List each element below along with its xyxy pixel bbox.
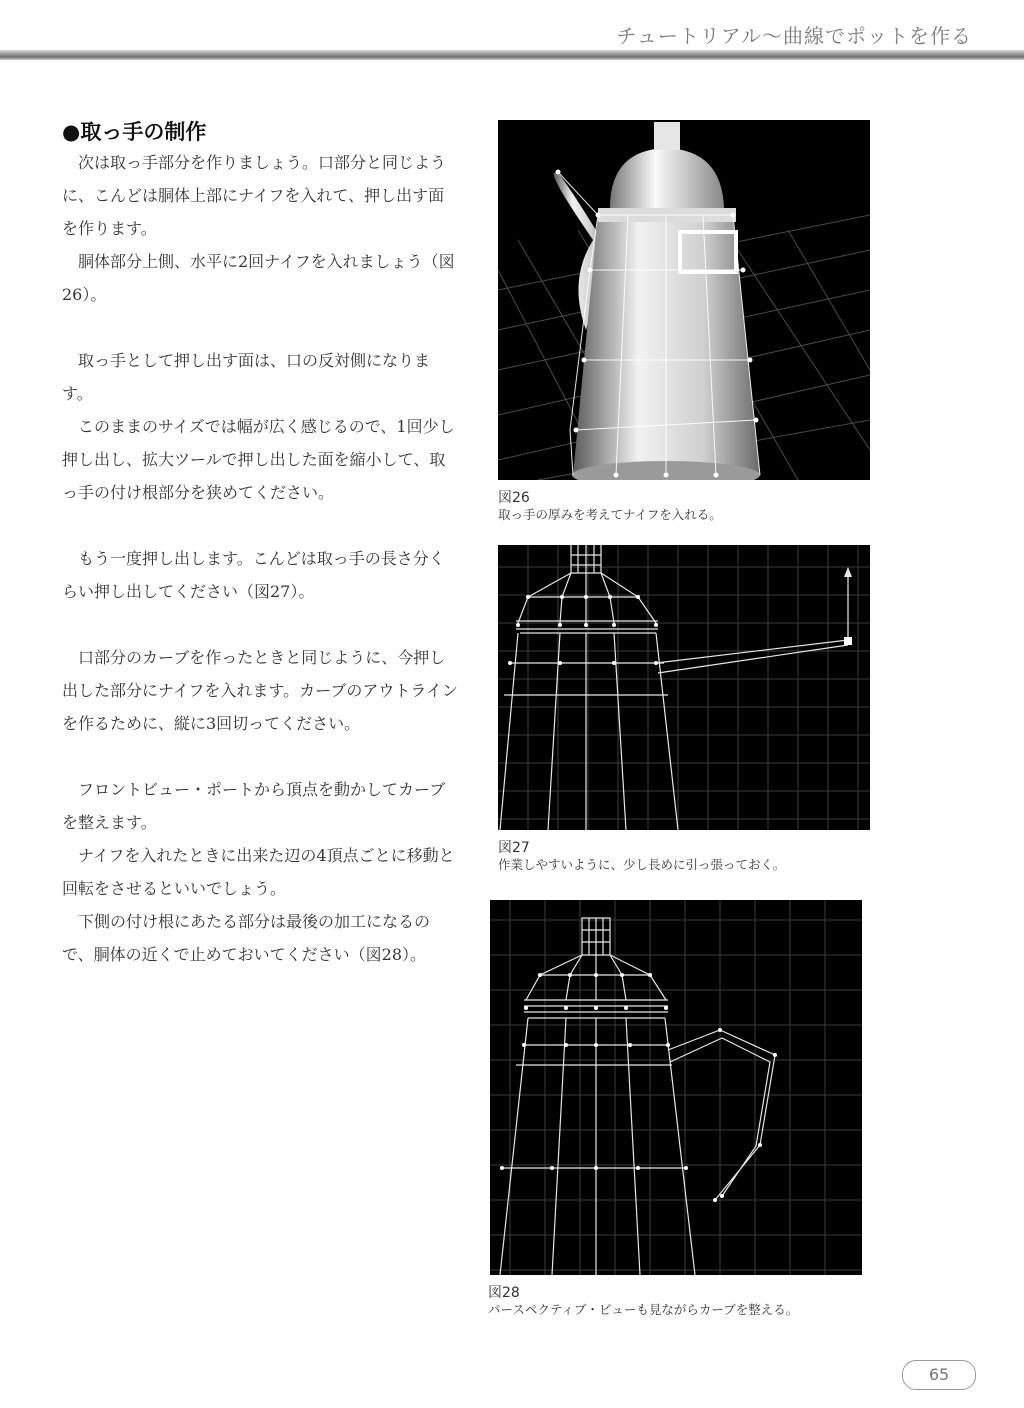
running-header-title: チュートリアル〜曲線でポットを作る	[616, 24, 972, 48]
page-number: 65	[902, 1360, 976, 1390]
figure-27-image	[498, 545, 870, 830]
figure-27-label: 図27	[498, 840, 530, 856]
figure-27-caption: 作業しやすいように、少し長めに引っ張っておく。	[498, 857, 786, 872]
figure-26-caption: 取っ手の厚みを考えてナイフを入れる。	[498, 507, 722, 522]
figure-26-label: 図26	[498, 490, 530, 506]
header-rule	[0, 50, 1024, 60]
paragraph: もう一度押し出します。こんどは取っ手の長さ分くらい押し出してください（図27）。	[62, 549, 445, 601]
figure-28-caption: パースペクティブ・ビューも見ながらカーブを整える。	[488, 1302, 799, 1317]
figure-28-image	[490, 900, 862, 1275]
figure-28-label: 図28	[488, 1285, 520, 1301]
paragraph: 次は取っ手部分を作りましょう。口部分と同じように、こんどは胴体上部にナイフを入れて、押し出す面を作ります。	[62, 153, 447, 238]
paragraph: このままのサイズでは幅が広く感じるので、1回少し押し出し、拡大ツールで押し出した面を縮小して、取っ手の付け根部分を狭めてください。	[62, 417, 455, 502]
paragraph: 口部分のカーブを作ったときと同じように、今押し出した部分にナイフを入れます。カーブのアウトラインを作るために、縦に3回切ってください。	[62, 648, 458, 733]
paragraph: 下側の付け根にあたる部分は最後の加工になるので、胴体の近くで止めておいてください（図28）。	[62, 912, 431, 964]
section-heading: ●取っ手の制作	[62, 120, 207, 144]
paragraph: 胴体部分上側、水平に2回ナイフを入れましょう（図26）。	[62, 252, 455, 304]
paragraph: ナイフを入れたときに出来た辺の4頂点ごとに移動と回転をさせるといいでしょう。	[62, 846, 455, 898]
paragraph: 取っ手として押し出す面は、口の反対側になります。	[62, 351, 431, 403]
figure-26-image	[498, 120, 870, 480]
body-text	[62, 146, 458, 971]
paragraph: フロントビュー・ポートから頂点を動かしてカーブを整えます。	[62, 780, 446, 832]
